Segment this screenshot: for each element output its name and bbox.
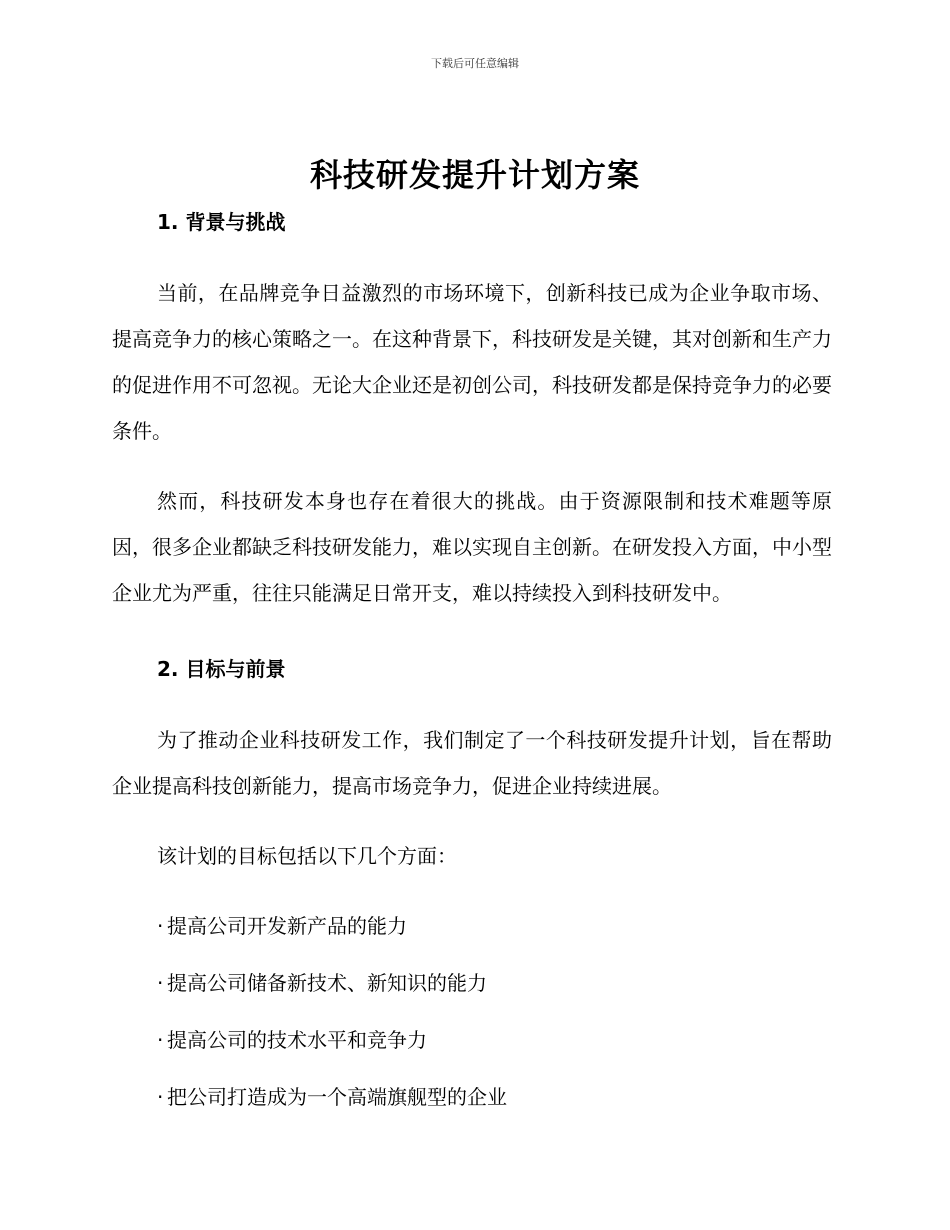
bullet-marker: · xyxy=(157,1085,164,1109)
list-item-text: 提高公司的技术水平和竞争力 xyxy=(167,1028,427,1052)
list-item-text: 把公司打造成为一个高端旗舰型的企业 xyxy=(167,1085,507,1109)
header-note: 下载后可任意编辑 xyxy=(431,57,519,70)
section-heading-goals: 2. 目标与前景 xyxy=(157,657,286,681)
list-item xyxy=(157,903,832,949)
list-item xyxy=(157,1017,832,1063)
list-item-text: 提高公司储备新技术、新知识的能力 xyxy=(167,971,487,995)
paragraph: 为了推动企业科技研发工作，我们制定了一个科技研发提升计划，旨在帮助企业提高科技创新能力，提高市场竞争力，促进企业持续进展。 xyxy=(112,728,832,798)
list-item-text: 提高公司开发新产品的能力 xyxy=(167,914,407,938)
bullet-marker: · xyxy=(157,971,164,995)
bullet-marker: · xyxy=(157,1028,164,1052)
list-item xyxy=(157,1074,832,1120)
paragraph: 然而，科技研发本身也存在着很大的挑战。由于资源限制和技术难题等原因，很多企业都缺乏科技研发能力，难以实现自主创新。在研发投入方面，中小型企业尤为严重，往往只能满足日常开支，难以持续投入到科技研发中。 xyxy=(112,489,832,605)
document-body xyxy=(112,205,832,1131)
section-heading-background: 1. 背景与挑战 xyxy=(157,210,286,234)
paragraph: 当前，在品牌竞争日益激烈的市场环境下，创新科技已成为企业争取市场、提高竞争力的核心策略之一。在这种背景下，科技研发是关键，其对创新和生产力的促进作用不可忽视。无论大企业还是初创公司，科技研发都是保持竞争力的必要条件。 xyxy=(112,281,832,443)
paragraph: 该计划的目标包括以下几个方面： xyxy=(157,844,457,868)
list-item xyxy=(157,960,832,1006)
bullet-marker: · xyxy=(157,914,164,938)
document-title: 科技研发提升计划方案 xyxy=(309,156,640,194)
